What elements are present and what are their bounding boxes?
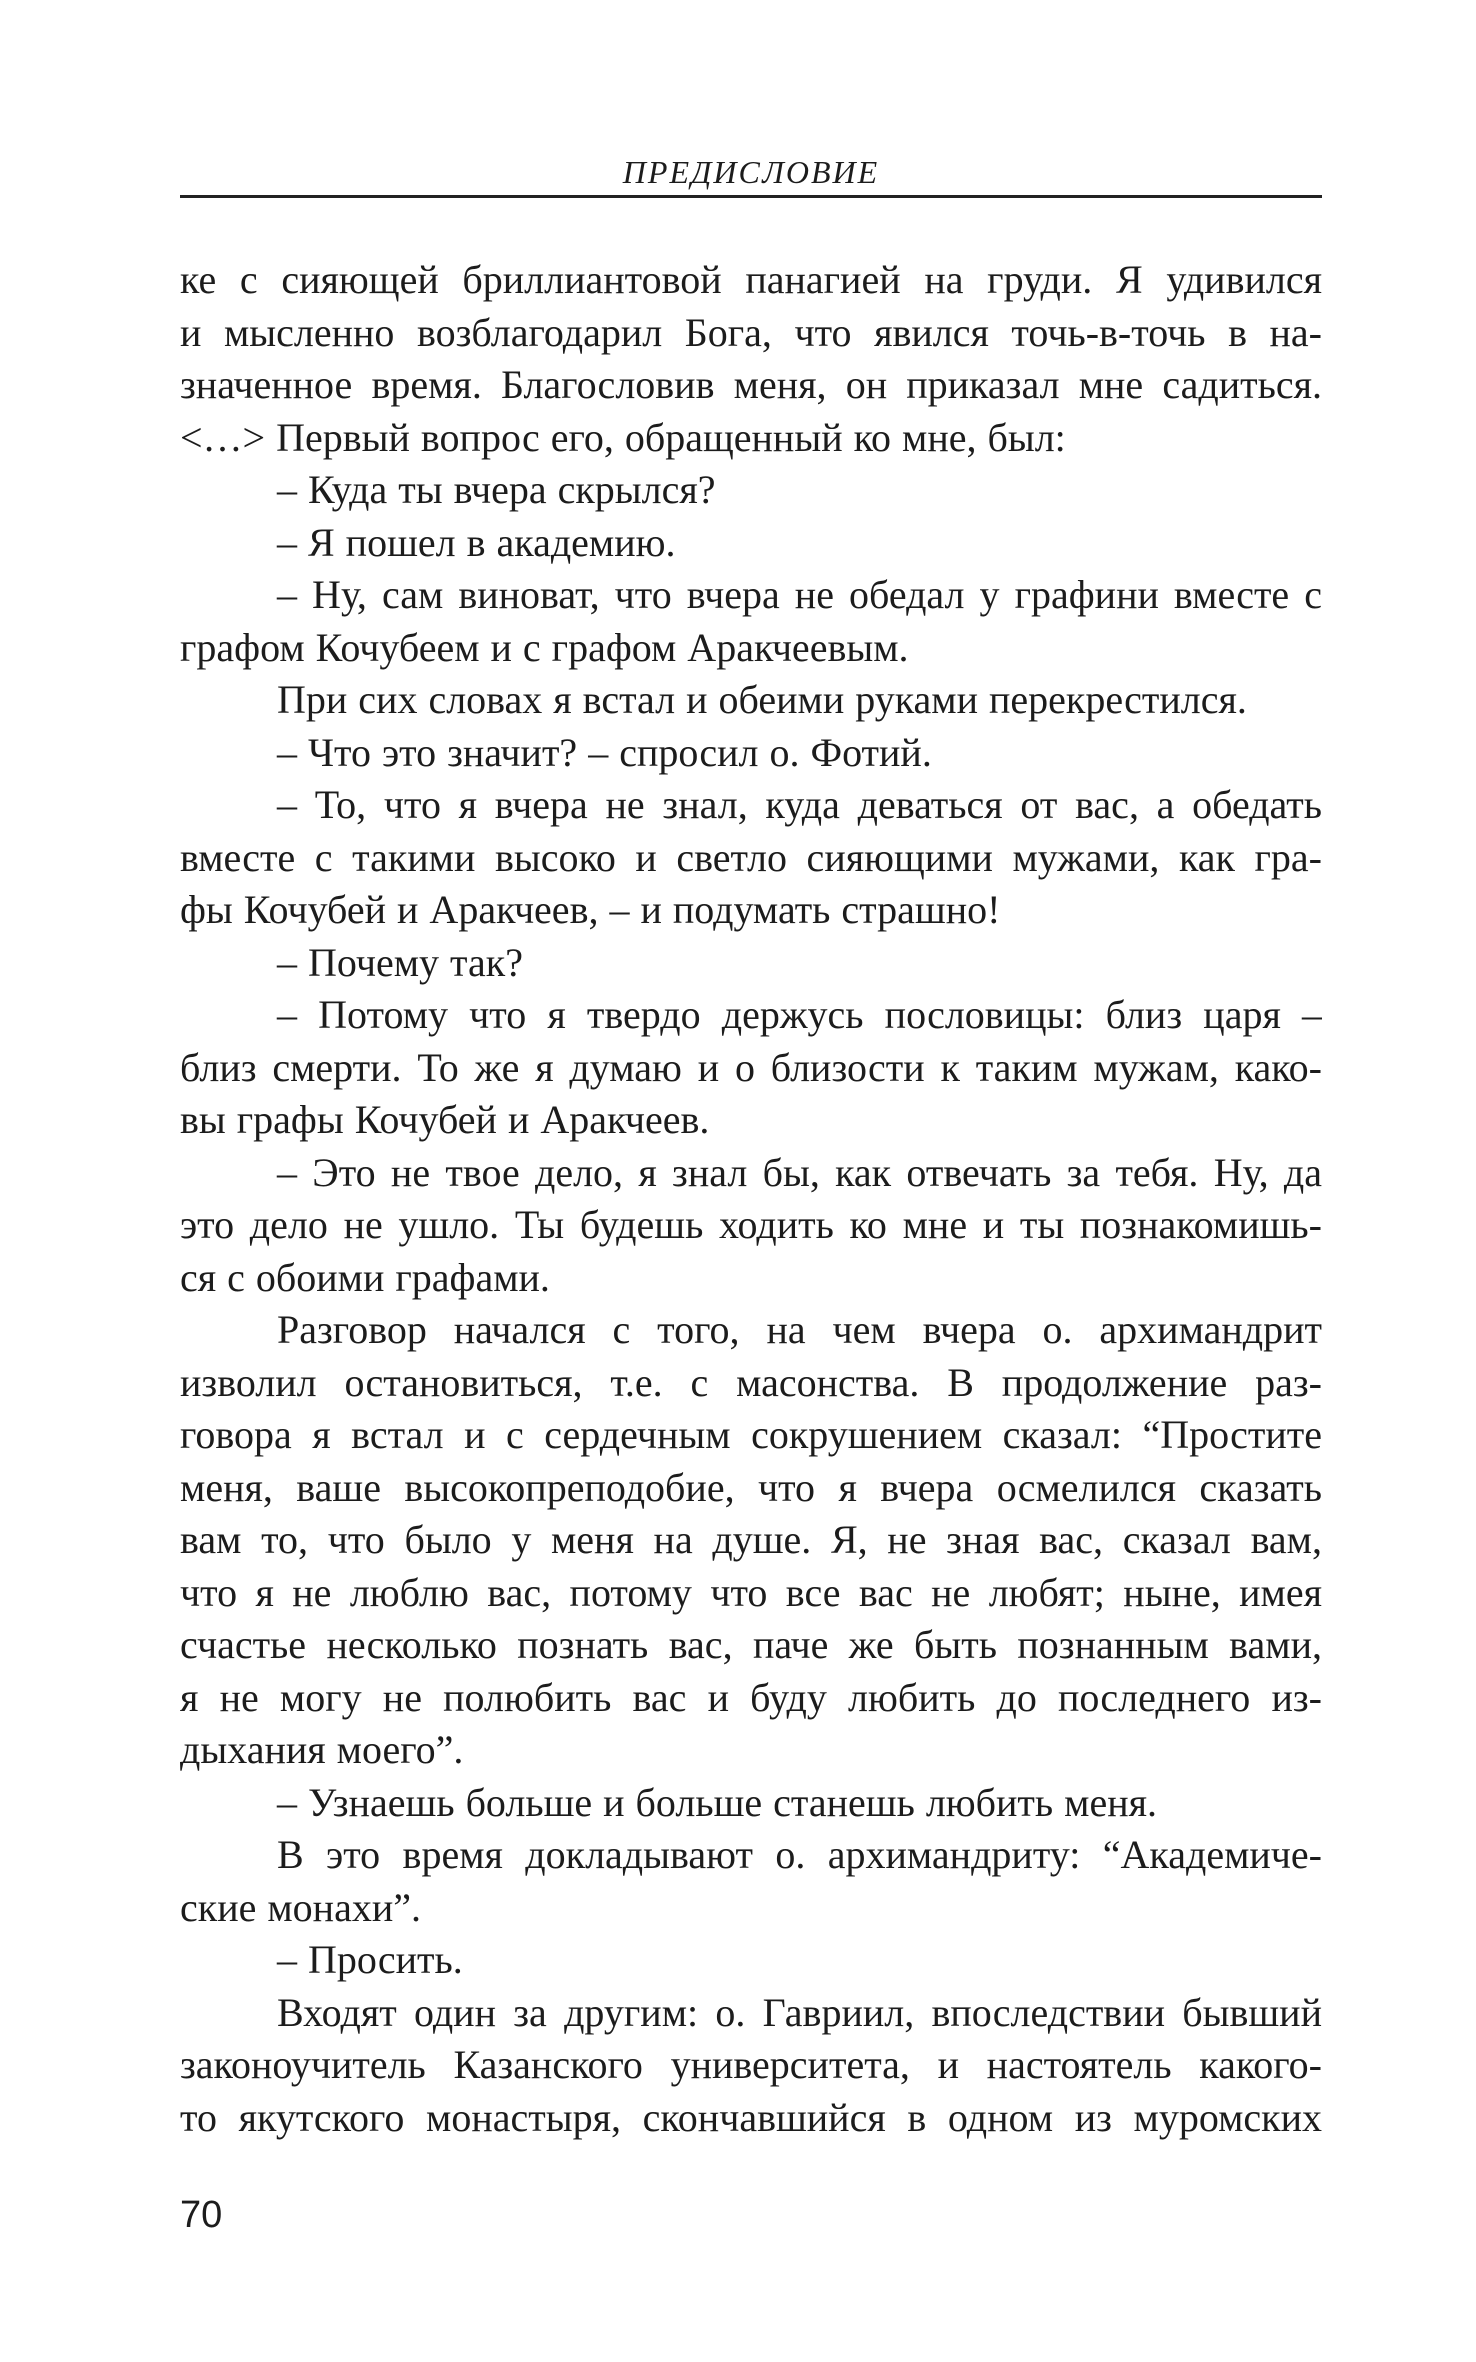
text-line: говора я встал и с сердечным сокрушением сказал: “Простите — [180, 1412, 1322, 1457]
text-line: – Это не твое дело, я знал бы, как отвечать за тебя. Ну, да — [277, 1149, 1322, 1195]
text-line: я не могу не полюбить вас и буду любить до последнего из- — [180, 1674, 1322, 1720]
text-line: это дело не ушло. Ты будешь ходить ко мне и ты познакомишь- — [180, 1202, 1322, 1247]
text-line: дыхания моего”. — [180, 1727, 464, 1772]
text-line: В это время докладывают о. архимандриту: “Академиче- — [277, 1832, 1322, 1877]
text-line: Разговор начался с того, на чем вчера о. архимандрит — [277, 1307, 1322, 1352]
text-line: счастье несколько познать вас, паче же быть познанным вами, — [180, 1622, 1322, 1667]
text-line: – Просить. — [277, 1937, 463, 1982]
text-line: – Я пошел в академию. — [277, 519, 676, 565]
text-line: При сих словах я встал и обеими руками перекрестился. — [277, 677, 1247, 722]
text-line: и мысленно возблагодарил Бога, что явился точь-в-точь в на- — [180, 309, 1322, 355]
text-line: то якутского монастыря, скончавшийся в одном из муромских — [180, 2094, 1322, 2140]
text-line: Входят один за другим: о. Гавриил, впоследствии бывший — [277, 1989, 1322, 2035]
text-line: значенное время. Благословив меня, он приказал мне садиться. — [180, 362, 1322, 407]
text-line: – Ну, сам виноват, что вчера не обедал у графини вместе с — [277, 572, 1322, 617]
text-line: – Потому что я твердо держусь пословицы: близ царя – — [277, 992, 1322, 1037]
text-line: ке с сияющей бриллиантовой панагией на груди. Я удивился — [180, 257, 1322, 302]
text-line: вместе с такими высоко и светло сияющими мужами, как гра- — [180, 834, 1322, 880]
text-line: – Почему так? — [277, 939, 523, 985]
body-text — [180, 254, 1322, 2144]
text-line: ские монахи”. — [180, 1884, 421, 1930]
text-line: законоучитель Казанского университета, и настоятель какого- — [180, 2042, 1322, 2087]
text-line: графом Кочубеем и с графом Аракчеевым. — [180, 624, 909, 670]
text-line: ся с обоими графами. — [180, 1254, 550, 1300]
page-number: 70 — [180, 2194, 223, 2236]
text-line: – Куда ты вчера скрылся? — [277, 467, 716, 512]
text-line: фы Кочубей и Аракчеев, – и подумать страшно! — [180, 887, 1001, 932]
text-line: изволил остановиться, т.е. с масонства. В продолжение раз- — [180, 1359, 1322, 1405]
running-head: ПРЕДИСЛОВИЕ — [622, 154, 880, 190]
text-line: меня, ваше высокопреподобие, что я вчера осмелился сказать — [180, 1464, 1322, 1510]
header-rule — [180, 195, 1322, 198]
text-line: что я не люблю вас, потому что все вас не любят; ныне, имея — [180, 1569, 1322, 1615]
text-line: вам то, что было у меня на душе. Я, не зная вас, сказал вам, — [180, 1517, 1322, 1562]
text-line: близ смерти. То же я думаю и о близости к таким мужам, како- — [180, 1044, 1322, 1090]
text-line: вы графы Кочубей и Аракчеев. — [180, 1097, 710, 1142]
text-line: – То, что я вчера не знал, куда деваться от вас, а обедать — [277, 782, 1322, 827]
text-line: – Узнаешь больше и больше станешь любить меня. — [277, 1779, 1158, 1825]
text-line: <…> Первый вопрос его, обращенный ко мне, был: — [180, 414, 1066, 460]
text-line: – Что это значит? – спросил о. Фотий. — [277, 729, 932, 775]
